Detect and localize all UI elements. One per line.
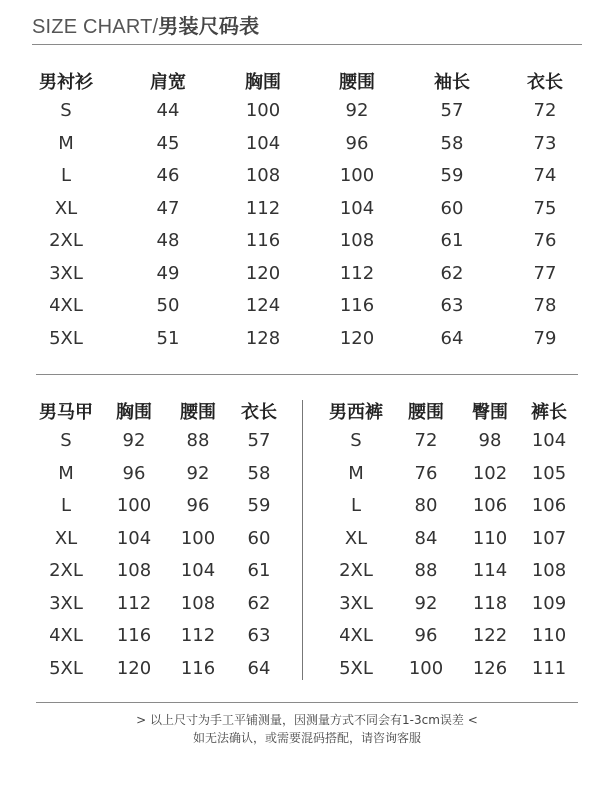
shirt-value-cell: 49 bbox=[156, 262, 180, 284]
pants-size-label: L bbox=[350, 495, 362, 516]
pants-value-cell: 98 bbox=[478, 430, 502, 451]
vest-size-label: XL bbox=[54, 527, 78, 549]
shirt-header-cell: 胸围 bbox=[245, 72, 281, 93]
pants-value-cell: 108 bbox=[531, 560, 567, 581]
shirt-value-cell: 74 bbox=[533, 165, 557, 186]
vest-value-cell: 100 bbox=[116, 495, 152, 516]
vest-header-cell: 腰围 bbox=[180, 402, 216, 423]
contact-note: 如无法确认，或需要混码搭配，请咨询客服 bbox=[192, 731, 421, 745]
pants-value-cell: 100 bbox=[408, 657, 444, 679]
pants-value-cell: 114 bbox=[472, 560, 508, 581]
pants-value-cell: 76 bbox=[414, 462, 438, 484]
pants-value-cell: 92 bbox=[414, 592, 438, 614]
pants-header-cell: 男西裤 bbox=[329, 402, 383, 423]
pants-value-cell: 107 bbox=[531, 527, 567, 549]
vest-value-cell: 92 bbox=[122, 430, 146, 451]
pants-size-label: M bbox=[348, 462, 364, 484]
shirt-value-cell: 63 bbox=[440, 295, 464, 316]
vest-value-cell: 57 bbox=[247, 430, 271, 451]
vest-value-cell: 116 bbox=[116, 625, 152, 646]
shirt-value-cell: 50 bbox=[156, 295, 180, 316]
title-en: SIZE CHART/ bbox=[32, 16, 159, 38]
pants-value-cell: 102 bbox=[472, 462, 508, 484]
vest-value-cell: 61 bbox=[247, 560, 271, 581]
shirt-value-cell: 60 bbox=[440, 197, 464, 219]
shirt-size-label: XL bbox=[54, 197, 78, 219]
pants-header-cell: 裤长 bbox=[531, 402, 567, 423]
shirt-value-cell: 104 bbox=[339, 197, 375, 219]
vest-size-label: L bbox=[60, 495, 72, 516]
pants-header-cell: 臀围 bbox=[472, 402, 508, 423]
shirt-value-cell: 44 bbox=[156, 100, 180, 121]
shirt-value-cell: 116 bbox=[245, 230, 281, 251]
shirt-value-cell: 47 bbox=[156, 197, 180, 219]
shirt-value-cell: 72 bbox=[533, 100, 557, 121]
vest-size-label: 2XL bbox=[49, 560, 83, 581]
pants-value-cell: 106 bbox=[472, 495, 508, 516]
shirt-value-cell: 116 bbox=[339, 295, 375, 316]
shirt-value-cell: 57 bbox=[440, 100, 464, 121]
shirt-header-cell: 腰围 bbox=[339, 72, 375, 93]
shirt-size-label: 4XL bbox=[49, 295, 83, 316]
shirt-value-cell: 75 bbox=[533, 197, 557, 219]
pants-size-label: S bbox=[350, 430, 362, 451]
shirt-value-cell: 100 bbox=[339, 165, 375, 186]
vest-value-cell: 63 bbox=[247, 625, 271, 646]
vest-value-cell: 60 bbox=[247, 527, 271, 549]
shirt-value-cell: 120 bbox=[339, 327, 375, 349]
shirt-value-cell: 73 bbox=[533, 132, 557, 154]
shirt-value-cell: 76 bbox=[533, 230, 557, 251]
pants-value-cell: 88 bbox=[414, 560, 438, 581]
vest-value-cell: 59 bbox=[247, 495, 271, 516]
pants-value-cell: 105 bbox=[531, 462, 567, 484]
pants-value-cell: 104 bbox=[531, 430, 567, 451]
footer-divider bbox=[36, 702, 578, 703]
pants-value-cell: 110 bbox=[531, 625, 567, 646]
pants-value-cell: 84 bbox=[414, 527, 438, 549]
shirt-value-cell: 77 bbox=[533, 262, 557, 284]
shirt-value-cell: 92 bbox=[345, 100, 369, 121]
shirt-value-cell: 45 bbox=[156, 132, 180, 154]
vest-size-label: 4XL bbox=[49, 625, 83, 646]
shirt-value-cell: 108 bbox=[339, 230, 375, 251]
shirt-size-label: M bbox=[58, 132, 74, 154]
shirt-header-cell: 袖长 bbox=[434, 72, 470, 93]
shirt-value-cell: 112 bbox=[245, 197, 281, 219]
shirt-header-cell: 衣长 bbox=[527, 72, 563, 93]
vest-value-cell: 88 bbox=[186, 430, 210, 451]
vest-value-cell: 112 bbox=[116, 592, 152, 614]
pants-size-label: 3XL bbox=[339, 592, 373, 614]
shirt-value-cell: 79 bbox=[533, 327, 557, 349]
shirt-value-cell: 51 bbox=[156, 327, 180, 349]
vest-value-cell: 96 bbox=[122, 462, 146, 484]
shirt-value-cell: 96 bbox=[345, 132, 369, 154]
vest-size-label: 5XL bbox=[49, 657, 83, 679]
pants-value-cell: 96 bbox=[414, 625, 438, 646]
pants-value-cell: 109 bbox=[531, 592, 567, 614]
tables-vertical-divider bbox=[302, 400, 303, 680]
shirt-size-label: S bbox=[60, 100, 72, 121]
pants-value-cell: 80 bbox=[414, 495, 438, 516]
vest-value-cell: 96 bbox=[186, 495, 210, 516]
shirt-header-cell: 男衬衫 bbox=[39, 72, 93, 93]
pants-size-label: 5XL bbox=[339, 657, 373, 679]
vest-value-cell: 116 bbox=[180, 657, 216, 679]
shirt-value-cell: 124 bbox=[245, 295, 281, 316]
title-divider bbox=[32, 44, 582, 45]
shirt-value-cell: 59 bbox=[440, 165, 464, 186]
vest-value-cell: 104 bbox=[116, 527, 152, 549]
shirt-value-cell: 48 bbox=[156, 230, 180, 251]
pants-size-label: 2XL bbox=[339, 560, 373, 581]
vest-value-cell: 108 bbox=[180, 592, 216, 614]
shirt-size-label: 5XL bbox=[49, 327, 83, 349]
pants-size-label: XL bbox=[344, 527, 368, 549]
title-cn: 男装尺码表 bbox=[158, 14, 260, 38]
vest-header-cell: 胸围 bbox=[116, 402, 152, 423]
vest-value-cell: 62 bbox=[247, 592, 271, 614]
shirt-value-cell: 108 bbox=[245, 165, 281, 186]
vest-value-cell: 104 bbox=[180, 560, 216, 581]
vest-size-label: 3XL bbox=[49, 592, 83, 614]
vest-value-cell: 58 bbox=[247, 462, 271, 484]
shirt-header-cell: 肩宽 bbox=[150, 72, 186, 93]
shirt-value-cell: 120 bbox=[245, 262, 281, 284]
vest-value-cell: 108 bbox=[116, 560, 152, 581]
shirt-value-cell: 61 bbox=[440, 230, 464, 251]
pants-value-cell: 122 bbox=[472, 625, 508, 646]
vest-value-cell: 120 bbox=[116, 657, 152, 679]
vest-size-label: M bbox=[58, 462, 74, 484]
vest-value-cell: 64 bbox=[247, 657, 271, 679]
shirt-value-cell: 100 bbox=[245, 100, 281, 121]
shirt-size-label: 2XL bbox=[49, 230, 83, 251]
shirt-value-cell: 112 bbox=[339, 262, 375, 284]
shirt-value-cell: 46 bbox=[156, 165, 180, 186]
vest-value-cell: 112 bbox=[180, 625, 216, 646]
shirt-value-cell: 78 bbox=[533, 295, 557, 316]
shirt-size-label: L bbox=[60, 165, 72, 186]
pants-value-cell: 118 bbox=[472, 592, 508, 614]
vest-value-cell: 92 bbox=[186, 462, 210, 484]
shirt-value-cell: 104 bbox=[245, 132, 281, 154]
vest-value-cell: 100 bbox=[180, 527, 216, 549]
page-title bbox=[32, 10, 259, 39]
shirt-value-cell: 128 bbox=[245, 327, 281, 349]
measurement-note: > 以上尺寸为手工平铺测量，因测量方式不同会有1-3cm误差 < bbox=[136, 713, 478, 727]
pants-value-cell: 111 bbox=[531, 657, 567, 679]
pants-value-cell: 126 bbox=[472, 657, 508, 679]
pants-value-cell: 106 bbox=[531, 495, 567, 516]
vest-header-cell: 衣长 bbox=[241, 402, 277, 423]
shirt-value-cell: 64 bbox=[440, 327, 464, 349]
section-divider bbox=[36, 374, 578, 375]
pants-size-label: 4XL bbox=[339, 625, 373, 646]
shirt-size-label: 3XL bbox=[49, 262, 83, 284]
vest-header-cell: 男马甲 bbox=[39, 402, 93, 423]
vest-size-label: S bbox=[60, 430, 72, 451]
pants-header-cell: 腰围 bbox=[408, 402, 444, 423]
shirt-value-cell: 62 bbox=[440, 262, 464, 284]
shirt-value-cell: 58 bbox=[440, 132, 464, 154]
pants-value-cell: 72 bbox=[414, 430, 438, 451]
pants-value-cell: 110 bbox=[472, 527, 508, 549]
